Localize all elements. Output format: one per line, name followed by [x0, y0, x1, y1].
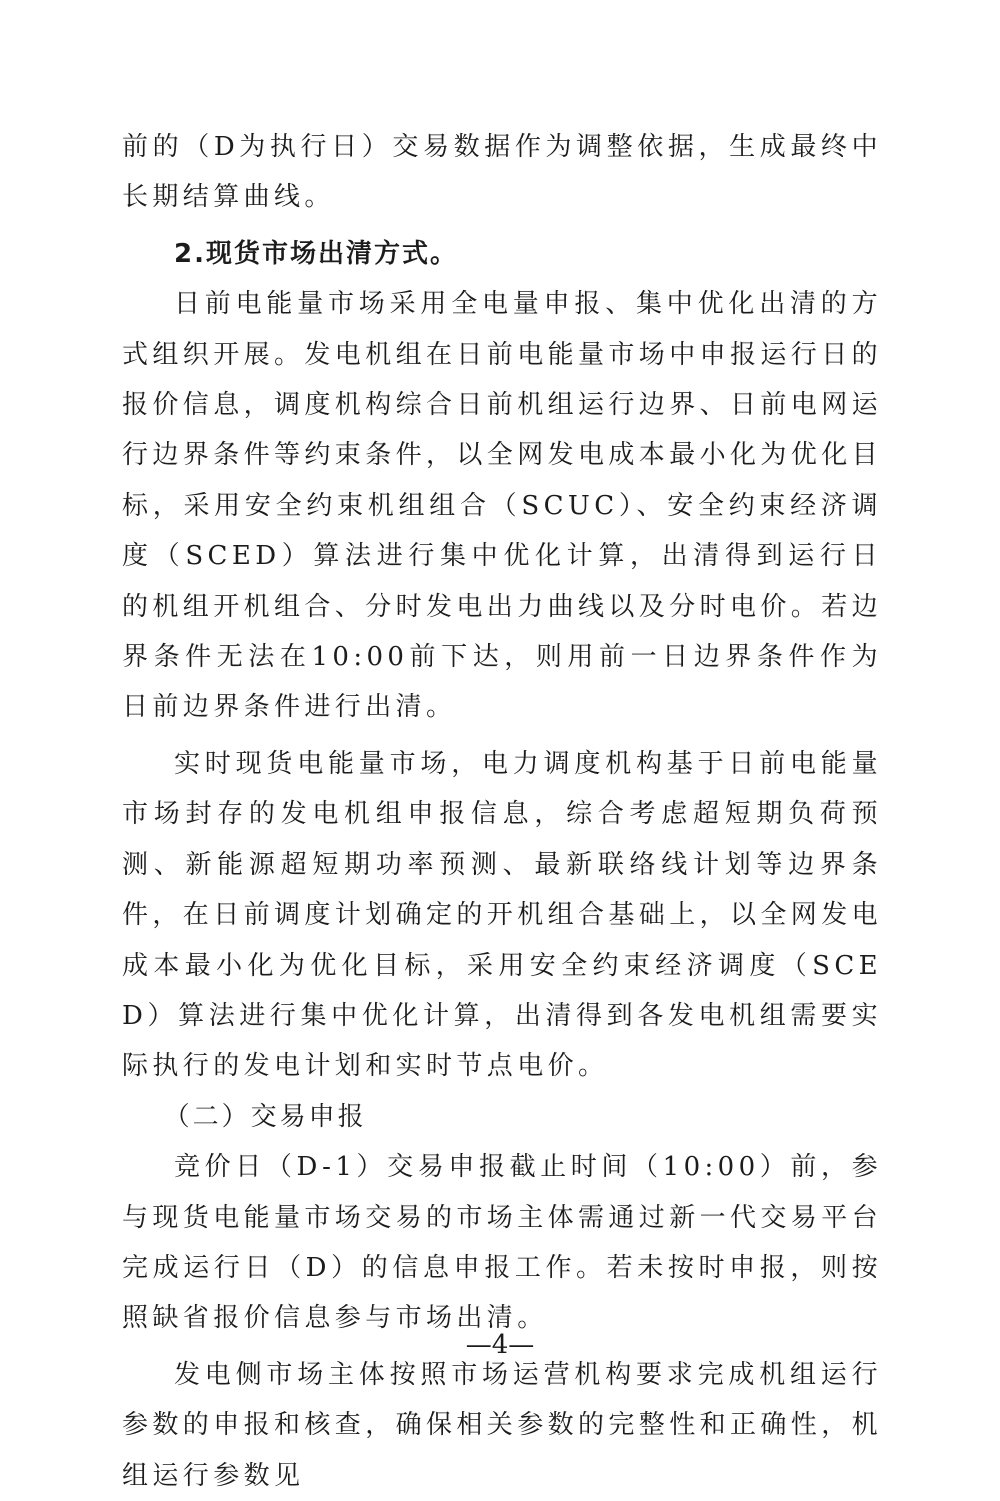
paragraph-generator-parameters: 发电侧市场主体按照市场运营机构要求完成机组运行参数的申报和核查，确保相关参数的完整性和正确性，机组运行参数见	[122, 1359, 883, 1491]
page-number: —4—	[465, 1330, 535, 1360]
paragraph-declaration-deadline: 竞价日（D-1）交易申报截止时间（10:00）前，参与现货电能量市场交易的市场主体需通过新一代交易平台完成运行日（D）的信息申报工作。若未按时申报，则按照缺省报价信息参与市场出清。	[122, 1152, 883, 1334]
continued-paragraph: 前的（D为执行日）交易数据作为调整依据，生成最终中长期结算曲线。	[122, 132, 882, 213]
paragraph-day-ahead-market: 日前电能量市场采用全电量申报、集中优化出清的方式组织开展。发电机组在日前电能量市场中申报运行日的报价信息，调度机构综合日前机组运行边界、日前电网运行边界条件等约束条件，以全网发电成本最小化为优化目标，采用安全约束机组组合（SCUC）、安全约束经济调度（SCED）算法进行集中优化计算，出清得到运行日的机组开机组合、分时发电出力曲线以及分时电价。若边界条件无法在10:00前下达，则用前一日边界条件作为日前边界条件进行出清。	[122, 289, 883, 723]
section-heading-trade-declaration: （二）交易申报	[163, 1101, 367, 1132]
document-body	[122, 122, 882, 1501]
section-heading-spot-market-clearing: 2.现货市场出清方式。	[174, 238, 458, 269]
paragraph-real-time-market: 实时现货电能量市场，电力调度机构基于日前电能量市场封存的发电机组申报信息，综合考虑超短期负荷预测、新能源超短期功率预测、最新联络线计划等边界条件，在日前调度计划确定的开机组合基础上，以全网发电成本最小化为优化目标，采用安全约束经济调度（SCED）算法进行集中优化计算，出清得到各发电机组需要实际执行的发电计划和实时节点电价。	[122, 748, 883, 1082]
